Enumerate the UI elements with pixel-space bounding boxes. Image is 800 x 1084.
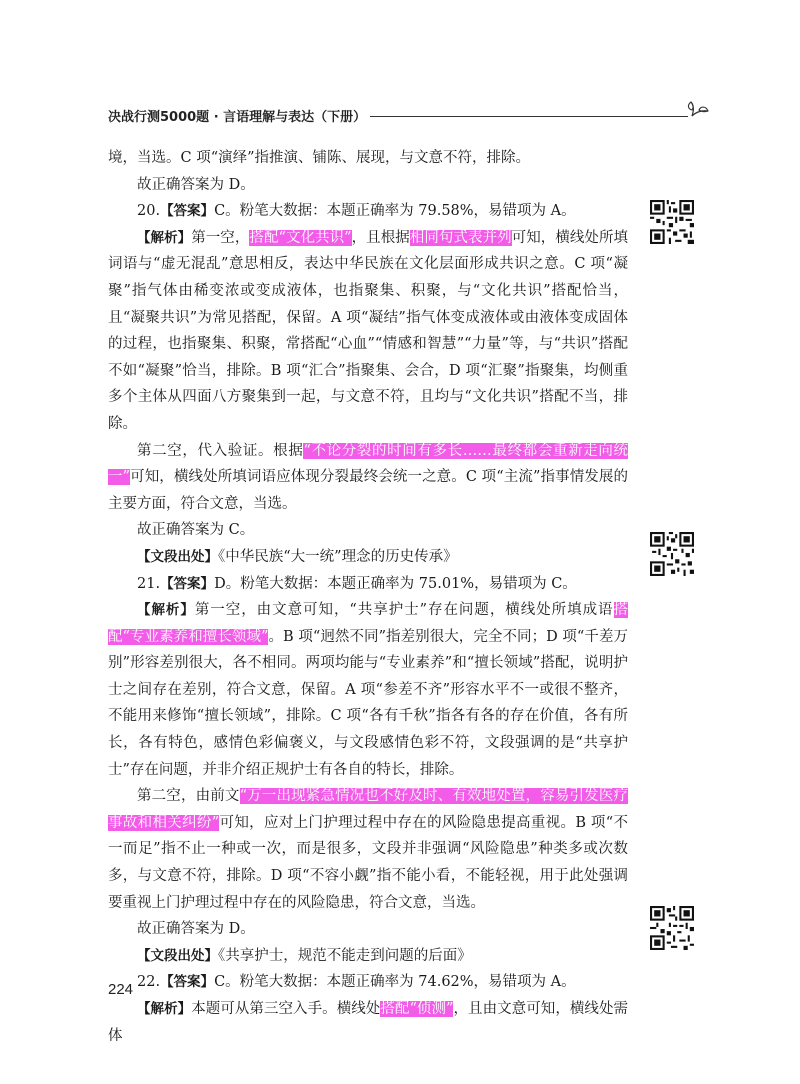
conclusion-line: 故正确答案为 D。: [137, 921, 255, 938]
highlight: 搭配“专业素养和擅长领域”: [108, 602, 629, 645]
answer-label: 【答案】: [160, 203, 215, 220]
q20-analysis-2: 第二空，代入验证。根据“不论分裂的时间有多长……最终都会重新走向统一”可知，横线处所填词语应体现分裂最终会统一之意。C 项“主流”指事情发展的主要方面，符合文意，当选。: [108, 442, 628, 512]
q22-answer: 22.【答案】C。粉笔大数据：本题正确率为 74.62%，易错项为 A。: [137, 974, 576, 991]
header-rule: [370, 116, 688, 117]
highlight: 搭配“侦测”: [380, 1001, 454, 1017]
q20-source: 【文段出处】《中华民族“大一统”理念的历史传承》: [137, 548, 458, 565]
q21-answer: 21.【答案】D。粉笔大数据：本题正确率为 75.01%，易错项为 C。: [137, 575, 577, 592]
q20-analysis: 【解析】第一空，搭配“文化共识”，且根据相同句式表并列可知，横线处所填词语与“虚无混乱”意思相反，表达中华民族在文化层面形成共识之意。C 项“凝聚”指气体由稀变浓或变成液体，也指聚集、积聚，与“文化共识”搭配恰当，且“凝聚共识”为常见搭配，保留。A 项“凝结”指气体变成液体或由液体变成固体的过程，也指聚集、积聚，常搭配“心血”“情感和智慧”“力量”等，与“共识”搭配不如“凝聚”恰当，排除。B 项“汇合”指聚集、会合，D 项“汇聚”指聚集，均侧重多个主体从四面八方聚集到一起，与文意不符，且均与“文化共识”搭配不当，排除。: [108, 229, 629, 432]
qr-icon: [650, 532, 694, 576]
source-label: 【文段出处】: [137, 548, 218, 565]
analysis-label: 【解析】: [137, 1001, 192, 1017]
source-label: 【文段出处】: [137, 947, 218, 964]
page-body: [108, 145, 628, 1049]
qr-icon: [650, 200, 694, 244]
highlight: “万一出现紧急情况也不好及时、有效地处置，容易引发医疗事故和相关纠纷”: [108, 788, 628, 831]
answer-label: 【答案】: [160, 974, 215, 991]
qr-icon: [650, 906, 694, 950]
running-header: [108, 104, 708, 130]
book-title: 决战行测5000题 · 言语理解与表达（下册）: [108, 110, 367, 125]
highlight: “不论分裂的时间有多长……最终都会重新走向统一”: [108, 442, 628, 486]
analysis-label: 【解析】: [137, 229, 192, 246]
page-number: 224: [108, 981, 134, 998]
q22-analysis: 【解析】本题可从第三空入手。横线处搭配“侦测”，且由文意可知，横线处需体: [108, 1001, 629, 1044]
text-line: 境，当选。C 项“演绎”指推演、铺陈、展现，与文意不符，排除。: [108, 150, 531, 166]
highlight: 相同句式表并列: [409, 229, 512, 246]
q21-analysis-2: 第二空，由前文“万一出现紧急情况也不好及时、有效地处置，容易引发医疗事故和相关纠纷”可知，应对上门护理过程中存在的风险隐患提高重视。B 项“不一而足”指不止一种或一次，而是很多，文段并非强调“风险隐患”种类多或次数多，与文意不符，排除。D 项“不容小觑”指不能小看，不能轻视，用于此处强调要重视上门护理过程中存在的风险隐患，符合文意，当选。: [108, 788, 628, 911]
analysis-label: 【解析】: [137, 602, 195, 619]
conclusion-line: 故正确答案为 D。: [137, 176, 255, 193]
leaf-icon: [686, 98, 712, 120]
q20-answer: 20.【答案】C。粉笔大数据：本题正确率为 79.58%，易错项为 A。: [137, 203, 576, 220]
q21-source: 【文段出处】《共享护士，规范不能走到问题的后面》: [137, 947, 472, 964]
q21-analysis: 【解析】第一空，由文意可知，“共享护士”存在问题，横线处所填成语搭配“专业素养和擅长领域”。B 项“迥然不同”指差别很大，完全不同；D 项“千差万别”形容差别很大，各不相同。两项均能与“专业素养”和“擅长领域”搭配，说明护士之间存在差别，符合文意，保留。A 项“参差不齐”形容水平不一或很不整齐，不能用来修饰“擅长领域”，排除。C 项“各有千秋”指各有各的存在价值，各有所长，各有特色，感情色彩偏褒义，与文段感情色彩不符，文段强调的是“共享护士”存在问题，并非介绍正规护士有各自的特长，排除。: [108, 602, 629, 778]
answer-label: 【答案】: [160, 575, 215, 592]
highlight: 搭配“文化共识”: [249, 229, 352, 246]
conclusion-line: 故正确答案为 C。: [137, 522, 255, 539]
